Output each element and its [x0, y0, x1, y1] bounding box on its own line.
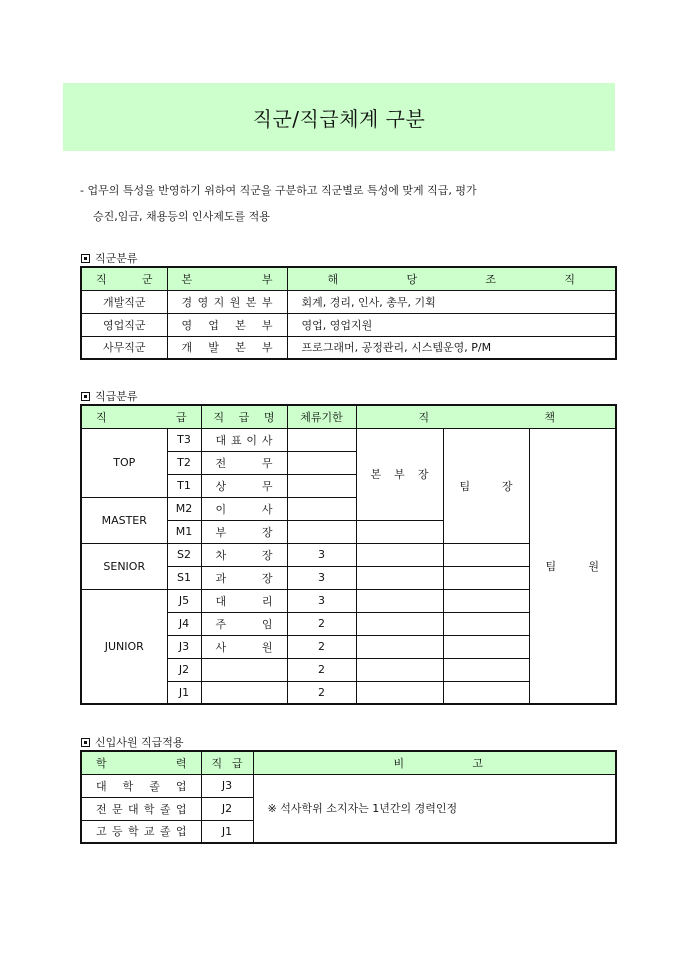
empty-cell: [443, 589, 529, 612]
empty-cell: [443, 543, 529, 566]
table-row: [81, 774, 616, 797]
stay-cell: 3: [287, 566, 356, 589]
table-row: [81, 428, 616, 451]
level-cell: MASTER: [81, 497, 167, 543]
table-row: [81, 290, 616, 313]
position-jus: 팀 장: [459, 479, 513, 493]
intro-line-2: 승진,임금, 채용등의 인사제도를 적용: [93, 210, 270, 223]
header-cell: [81, 751, 201, 774]
grade-name-cell: [201, 658, 287, 681]
grade-name-cell: [201, 566, 287, 589]
grade-code-cell: J3: [167, 635, 201, 658]
grade-code-cell: J4: [167, 612, 201, 635]
edu-cell: [81, 797, 201, 820]
header-cell: [356, 405, 616, 428]
grade-table: [80, 404, 617, 705]
group-cell: 사무직군: [81, 336, 167, 359]
header-cell: [201, 751, 253, 774]
grade-name-cell: [201, 520, 287, 543]
grade-cell: J2: [201, 797, 253, 820]
position-head-cell: [356, 428, 443, 520]
table-header-row: [81, 751, 616, 774]
position-jus: 본 부 장: [370, 468, 429, 481]
section-title-new-hire: [81, 734, 184, 750]
grade-name-jus: 대 리: [215, 594, 273, 608]
empty-cell: [356, 635, 443, 658]
empty-cell: [443, 566, 529, 589]
edu-jus: 전 문 대 학 졸 업: [96, 802, 187, 816]
division-jus: 영 업 본 부: [181, 318, 273, 332]
empty-cell: [443, 681, 529, 704]
header-cell: 체류기한: [287, 405, 356, 428]
position-team-lead-cell: [443, 428, 529, 543]
grade-name-cell: [201, 428, 287, 451]
new-hire-table: [80, 750, 617, 844]
header-jus: 직 급: [96, 410, 187, 424]
stay-cell: 3: [287, 589, 356, 612]
grade-name-jus: 부 장: [215, 525, 273, 539]
grade-name-cell: [201, 543, 287, 566]
grade-name-jus: 대 표 이 사: [215, 433, 273, 447]
empty-cell: [356, 520, 443, 543]
grade-name-cell: [201, 497, 287, 520]
edu-jus: 대 학 졸 업: [96, 779, 187, 793]
grade-code-cell: J1: [167, 681, 201, 704]
header-cell: [81, 267, 167, 290]
grade-name-cell: [201, 612, 287, 635]
level-cell: SENIOR: [81, 543, 167, 589]
checkbox-square-icon: [81, 738, 90, 747]
intro-text: [80, 178, 620, 230]
grade-name-cell: [201, 681, 287, 704]
grade-name-jus: 이 사: [215, 502, 273, 516]
stay-cell: 3: [287, 543, 356, 566]
org-cell: 회계, 경리, 인사, 총무, 기획: [287, 290, 616, 313]
edu-jus: 고 등 학 교 졸 업: [96, 825, 187, 839]
title-band: [63, 83, 615, 151]
stay-cell: [287, 520, 356, 543]
grade-name-jus: 사 원: [215, 640, 273, 654]
empty-cell: [356, 658, 443, 681]
stay-cell: 2: [287, 635, 356, 658]
division-jus: 경 영 지 원 본 부: [181, 295, 273, 309]
level-cell: JUNIOR: [81, 589, 167, 704]
header-jus: 해 당 조 직: [327, 272, 575, 286]
grade-code-cell: J2: [167, 658, 201, 681]
empty-cell: [356, 566, 443, 589]
note-cell: ※ 석사학위 소지자는 1년간의 경력인정: [253, 774, 616, 843]
header-cell: [167, 267, 287, 290]
header-cell: [287, 267, 616, 290]
empty-cell: [356, 681, 443, 704]
checkbox-square-icon: [81, 254, 90, 263]
grade-name-cell: [201, 451, 287, 474]
grade-code-cell: J5: [167, 589, 201, 612]
empty-cell: [443, 658, 529, 681]
empty-cell: [443, 635, 529, 658]
empty-cell: [356, 543, 443, 566]
job-group-table: [80, 266, 617, 360]
table-row: [81, 336, 616, 359]
page-title: 직군/직급체계 구분: [252, 106, 426, 131]
grade-code-cell: T3: [167, 428, 201, 451]
grade-name-jus: 상 무: [215, 479, 273, 493]
stay-cell: [287, 497, 356, 520]
grade-cell: J1: [201, 820, 253, 843]
position-team-member-cell: [529, 428, 616, 704]
grade-code-cell: M2: [167, 497, 201, 520]
grade-cell: J3: [201, 774, 253, 797]
header-cell: [201, 405, 287, 428]
empty-cell: [356, 612, 443, 635]
stay-cell: [287, 428, 356, 451]
org-cell: 프로그래머, 공정관리, 시스템운영, P/M: [287, 336, 616, 359]
header-cell: [253, 751, 616, 774]
position-jus: 팀 원: [545, 559, 600, 573]
stay-cell: [287, 451, 356, 474]
empty-cell: [443, 612, 529, 635]
grade-code-cell: T2: [167, 451, 201, 474]
section-title-text: 신입사원 직급적용: [95, 736, 184, 749]
group-cell: 영업직군: [81, 313, 167, 336]
grade-name-cell: [201, 474, 287, 497]
table-row: [81, 313, 616, 336]
org-cell: 영업, 영업지원: [287, 313, 616, 336]
grade-name-jus: 과 장: [215, 571, 273, 585]
section-title-text: 직군분류: [95, 252, 138, 265]
grade-name-jus: 전 무: [215, 456, 273, 470]
grade-name-jus: 주 임: [215, 617, 273, 631]
level-cell: TOP: [81, 428, 167, 497]
checkbox-square-icon: [81, 392, 90, 401]
division-cell: [167, 336, 287, 359]
division-cell: [167, 290, 287, 313]
table-header-row: [81, 405, 616, 428]
grade-code-cell: S1: [167, 566, 201, 589]
stay-cell: 2: [287, 681, 356, 704]
header-jus: 직 급: [211, 756, 243, 770]
header-jus: 직 책: [418, 410, 556, 424]
group-cell: 개발직군: [81, 290, 167, 313]
table-header-row: [81, 267, 616, 290]
intro-line-1: - 업무의 특성을 반영하기 위하여 직군을 구분하고 직군별로 특성에 맞게 직급, 평가: [80, 184, 477, 197]
grade-name-jus: 차 장: [215, 548, 273, 562]
division-jus: 개 발 본 부: [181, 341, 273, 355]
header-jus: 직 급 명: [213, 410, 275, 424]
grade-name-cell: [201, 589, 287, 612]
section-title-job-group: [81, 250, 138, 266]
empty-cell: [356, 589, 443, 612]
grade-name-cell: [201, 635, 287, 658]
edu-cell: [81, 774, 201, 797]
header-jus: 직 군: [96, 272, 153, 286]
header-cell: [81, 405, 201, 428]
grade-code-cell: S2: [167, 543, 201, 566]
section-title-grade: [81, 388, 138, 404]
header-jus: 학 력: [96, 756, 187, 770]
header-jus: 본 부: [181, 272, 273, 286]
stay-cell: 2: [287, 658, 356, 681]
stay-cell: [287, 474, 356, 497]
edu-cell: [81, 820, 201, 843]
section-title-text: 직급분류: [95, 390, 138, 403]
stay-cell: 2: [287, 612, 356, 635]
grade-code-cell: T1: [167, 474, 201, 497]
grade-code-cell: M1: [167, 520, 201, 543]
header-jus: 비 고: [393, 756, 483, 770]
division-cell: [167, 313, 287, 336]
